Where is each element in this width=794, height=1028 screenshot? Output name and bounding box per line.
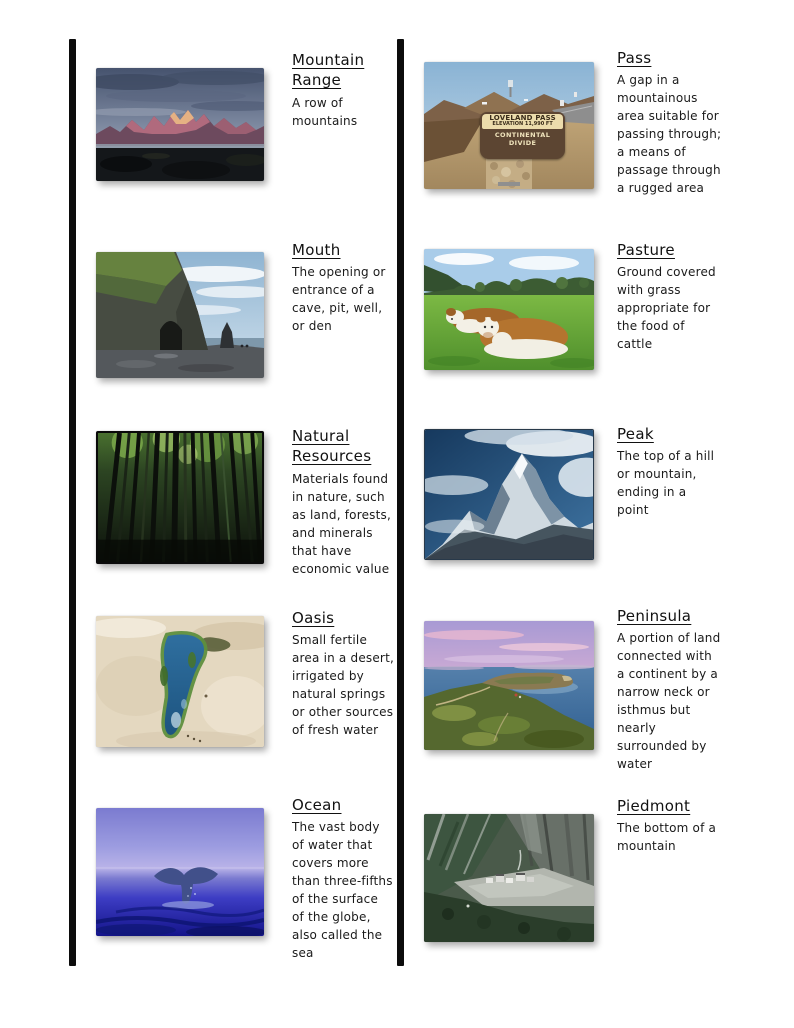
definition-peak: The top of a hill or mountain, ending in a point bbox=[617, 449, 715, 518]
left-divider-bar bbox=[69, 39, 76, 966]
natural-resources-photo bbox=[96, 431, 264, 564]
natural-resources-entry-text bbox=[292, 426, 394, 578]
peninsula-illustration bbox=[424, 621, 594, 750]
term-natural-resources: Natural Resources bbox=[292, 427, 372, 466]
middle-divider-bar bbox=[397, 39, 404, 966]
pass-sign-elevation: ELEVATION 11,990 FT bbox=[492, 121, 553, 128]
mountain-range-illustration bbox=[96, 68, 264, 181]
mountain-range-photo bbox=[96, 68, 264, 181]
term-ocean: Ocean bbox=[292, 796, 342, 814]
pasture-photo bbox=[424, 249, 594, 370]
mountain-range-entry-text bbox=[292, 50, 392, 130]
ocean-entry-text bbox=[292, 795, 394, 962]
piedmont-photo bbox=[424, 814, 594, 942]
pass-photo bbox=[424, 62, 594, 189]
definition-mountain-range: A row of mountains bbox=[292, 95, 358, 128]
pass-sign-name: LOVELAND PASS bbox=[489, 113, 556, 122]
term-peak: Peak bbox=[617, 425, 654, 443]
term-mouth: Mouth bbox=[292, 241, 341, 259]
piedmont-illustration bbox=[424, 814, 594, 942]
mouth-photo bbox=[96, 252, 264, 378]
pasture-illustration bbox=[424, 249, 594, 370]
mouth-illustration bbox=[96, 252, 264, 378]
peninsula-photo bbox=[424, 621, 594, 750]
peak-entry-text bbox=[617, 424, 721, 519]
definition-mouth: The opening or entrance of a cave, pit, well, or den bbox=[292, 265, 386, 334]
term-pass: Pass bbox=[617, 49, 652, 67]
term-piedmont: Piedmont bbox=[617, 797, 691, 815]
oasis-illustration bbox=[96, 616, 264, 747]
natural-resources-illustration bbox=[98, 433, 262, 562]
term-mountain-range: Mountain Range bbox=[292, 51, 365, 90]
oasis-entry-text bbox=[292, 608, 394, 739]
pass-sign-header bbox=[482, 114, 563, 129]
definition-oasis: Small fertile area in a desert, irrigated by natural springs or other sources of fresh water bbox=[292, 633, 394, 738]
oasis-photo bbox=[96, 616, 264, 747]
definition-piedmont: The bottom of a mountain bbox=[617, 821, 717, 854]
mouth-entry-text bbox=[292, 240, 394, 335]
pasture-entry-text bbox=[617, 240, 721, 353]
peninsula-entry-text bbox=[617, 606, 721, 773]
definition-natural-resources: Materials found in nature, such as land, forests, and minerals that have economic value bbox=[292, 471, 392, 576]
term-peninsula: Peninsula bbox=[617, 607, 692, 625]
term-pasture: Pasture bbox=[617, 241, 675, 259]
term-oasis: Oasis bbox=[292, 609, 335, 627]
pass-entry-text bbox=[617, 48, 722, 197]
definition-peninsula: A portion of land connected with a continent by a narrow neck or isthmus but nearly surrounded by water bbox=[617, 631, 721, 772]
definition-pass: A gap in a mountainous area suitable for passing through; a means of passage through a rugged area bbox=[617, 73, 722, 196]
ocean-illustration bbox=[96, 808, 264, 936]
loveland-pass-sign bbox=[480, 112, 565, 159]
piedmont-entry-text bbox=[617, 796, 721, 855]
definition-ocean: The vast body of water that covers more than three-fifths of the surface of the globe, also called the sea bbox=[292, 820, 393, 961]
pass-sign-divide: CONTINENTAL DIVIDE bbox=[494, 130, 551, 147]
definition-pasture: Ground covered with grass appropriate for the food of cattle bbox=[617, 265, 716, 352]
ocean-photo bbox=[96, 808, 264, 936]
peak-photo bbox=[424, 429, 594, 560]
peak-illustration bbox=[425, 430, 593, 559]
